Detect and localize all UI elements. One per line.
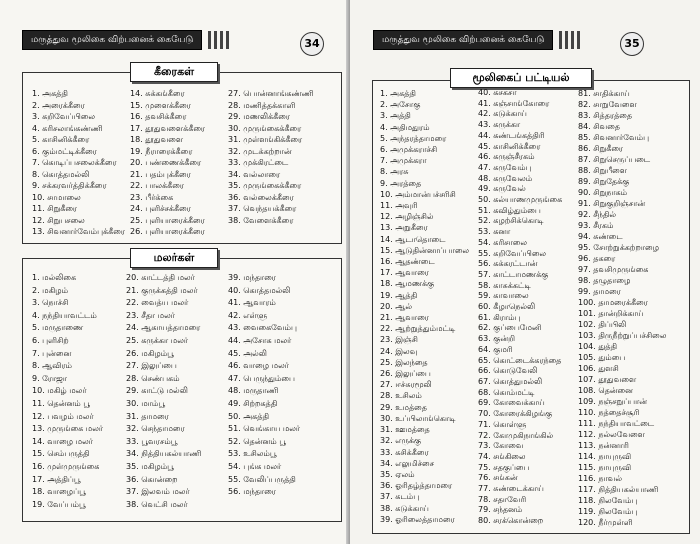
list-item: 58. காசுக்கட்டி — [478, 280, 531, 290]
list-item: 24. ஆகாயத்தாமரை — [126, 323, 201, 333]
left-header-title: மருத்துவ மூலிகை விற்பனைக் கையேடு — [22, 30, 202, 50]
list-item: 15. முளைக்கீரை — [130, 100, 191, 110]
list-item: 17. ஆவாரை — [380, 268, 429, 278]
list-item: 35. ஏலம் — [380, 469, 415, 479]
list-item: 46. கருஞ்சீரகம் — [478, 152, 535, 162]
list-item: 13. சிவனார்வேம்புக்கீரை — [32, 227, 125, 236]
list-item: 52. தென்னம் பூ — [228, 436, 286, 446]
list-item: 21. குருக்கத்தி மலர் — [126, 285, 198, 295]
list-item: 97. தவசிமுருங்கை — [578, 265, 649, 274]
list-item: 42. எள்ளு — [228, 310, 268, 320]
list-item: 100. தாமரைக்கீரை — [578, 298, 648, 307]
list-item: 41. ஆவாரம் — [228, 298, 276, 308]
list-item: 4. நந்தியாவட்டம் — [32, 310, 97, 320]
list-item: 18. வாழைப்பூ — [32, 487, 86, 497]
list-item: 29. காட்டு மல்லி — [126, 386, 188, 396]
list-item: 96. தகரை — [578, 254, 616, 263]
list-item: 26. புளியாரைக்கீரை — [130, 227, 205, 236]
list-item: 3. அத்தி — [380, 111, 411, 121]
list-item: 43. கருக்கா — [478, 120, 521, 130]
list-item: 113. நன்னாரி — [578, 441, 629, 450]
list-item: 92. சீந்தில் — [578, 210, 617, 219]
list-item: 4. கரிசலாங்கண்ணி — [32, 123, 103, 133]
list-item: 19. ஆத்தி — [380, 290, 418, 300]
list-item: 8. ஆவிரம் — [32, 361, 72, 371]
flowers-column-2 — [126, 272, 226, 511]
list-item: 15. செம்பருத்தி — [32, 449, 90, 459]
list-item: 3. நொச்சி — [32, 298, 69, 308]
list-item: 1. அகத்தி — [32, 89, 68, 98]
list-item: 112. நல்லவேளை — [578, 430, 645, 439]
list-item: 82. சாறுவேளை — [578, 100, 637, 109]
list-item: 59. காவாலை — [478, 291, 529, 301]
list-item: 16. ஆதண்டை — [380, 257, 435, 267]
list-item: 91. சிறுகுறிஞ்சான் — [578, 199, 646, 208]
list-item: 7. கொடிப்பசலைக்கீரை — [32, 158, 117, 167]
list-item: 2. மகிழம் — [32, 285, 69, 295]
list-item: 102. திப்பிலி — [578, 320, 627, 329]
list-item: 37. கடம்பு — [380, 492, 420, 502]
list-item: 106. துளசி — [578, 364, 619, 373]
list-item: 12. சிறுபசலை — [32, 215, 85, 225]
list-item: 46. வாழை மலர் — [228, 361, 289, 371]
list-item: 70. கோரைக்கிழங்கு — [478, 409, 553, 419]
list-item: 76. சங்கன் — [478, 473, 518, 483]
list-item: 50. கல்யாணமுருங்கை — [478, 195, 563, 205]
list-item: 51. வெங்காய மலர் — [228, 424, 301, 434]
list-item: 43. வைகைவேம்பு — [228, 323, 297, 333]
list-item: 11. அவுரி — [380, 201, 418, 211]
list-item: 23. இஞ்சி — [380, 335, 418, 345]
list-item: 84. சிவதை — [578, 122, 620, 131]
list-item: 29. மணலிக்கீரை — [228, 112, 290, 121]
list-item: 38. கடுக்காய் — [380, 503, 429, 513]
list-item: 39. மந்தாரை — [228, 273, 276, 282]
list-item: 55. வேலிப்பருத்தி — [228, 474, 296, 484]
list-item: 2. அசோகு — [380, 100, 421, 110]
list-item: 33. கசிக்கீரை — [380, 447, 429, 457]
list-item: 80. சரக்கொன்றை — [478, 516, 544, 526]
list-item: 60. கீழாநெல்லி — [478, 302, 536, 312]
list-item: 63. குன்றி — [478, 334, 515, 344]
list-item: 79. சந்தனம் — [478, 505, 523, 515]
list-item: 81. சாதிக்காய் — [578, 89, 630, 98]
list-item: 18. தூதுவளை — [130, 135, 184, 144]
list-item: 36. ஓரிதழ்த்தாமரை — [380, 481, 453, 491]
list-item: 39. ஓரிலைத்தாமரை — [380, 514, 455, 524]
list-item: 8. கொத்தமல்லி — [32, 169, 90, 179]
list-item: 86. சிறுகீரை — [578, 144, 624, 153]
list-item: 99. தாமரை — [578, 287, 621, 296]
list-item: 44. அசோக மலர் — [228, 335, 292, 345]
list-item: 103. திருநீற்றுப்பச்சிலை — [578, 331, 667, 340]
list-item: 85. சிவனார்வேம்பு — [578, 133, 650, 142]
list-item: 31. முள்ளங்கிக்கீரை — [228, 135, 303, 144]
list-item: 73. கோவை — [478, 441, 524, 451]
list-item: 32. செந்தாமரை — [126, 424, 185, 434]
list-item: 64. குமரி — [478, 344, 513, 354]
list-item: 30. மாம்பூ — [126, 398, 166, 408]
list-item: 20. பண்ணைக்கீரை — [130, 158, 202, 167]
list-item: 32. எருக்கு — [380, 436, 422, 446]
list-item: 38. வெட்சி மலர் — [126, 499, 188, 509]
list-item: 35. மகிழம்பூ — [126, 461, 174, 471]
list-item: 10. அம்மான்பச்சரிசி — [380, 189, 456, 199]
list-item: 6. கும்மட்டிக்கீரை — [32, 146, 97, 156]
list-item: 115. நாயுருவி — [578, 463, 632, 472]
list-item: 88. சிறுபீளை — [578, 166, 627, 175]
list-item: 61. கிராம்பு — [478, 312, 521, 322]
list-item: 11. சிறுகீரை — [32, 204, 78, 213]
list-item: 25. இலந்தை — [380, 357, 428, 367]
list-item: 30. முருங்கைக்கீரை — [228, 123, 302, 133]
list-item: 14. சுக்கங்கீரை — [130, 89, 185, 98]
list-item: 19. வேப்பம்பூ — [32, 499, 86, 509]
list-item: 114. நாயுருவி — [578, 452, 632, 461]
list-item: 117. நித்தியகல்யாணி — [578, 485, 659, 494]
list-item: 24. இலவு — [380, 346, 418, 356]
list-item: 29. உமத்தை — [380, 402, 427, 412]
list-item: 45. காசினிக்கீரை — [478, 141, 541, 151]
greens-column-3 — [228, 88, 336, 226]
list-item: 31. தாமரை — [126, 411, 169, 421]
list-item: 40. கொத்தமல்லி — [228, 285, 291, 295]
list-item: 68. கொம்மட்டி — [478, 387, 535, 397]
list-item: 45. அல்லி — [228, 348, 267, 358]
list-item: 47. பெருந்தும்பை — [228, 373, 295, 383]
list-item: 50. அகத்தி — [228, 411, 270, 421]
list-item: 19. நீராரைக்கீரை — [130, 146, 193, 156]
flowers-column-3 — [228, 272, 336, 499]
list-item: 75. சதகுப்பை — [478, 462, 530, 472]
list-item: 51. கவிழ்தும்பை — [478, 205, 541, 215]
list-item: 20. காட்டத்தி மலர் — [126, 273, 195, 282]
list-item: 48. மருதாணி — [228, 386, 279, 396]
herbs-column-2 — [478, 88, 576, 527]
flowers-column-1 — [32, 272, 124, 511]
list-item: 49. சிற்றகத்தி — [228, 398, 278, 408]
list-item: 5. மருதாணை — [32, 323, 84, 333]
list-item: 71. கொள்ளு — [478, 419, 527, 429]
right-header-title: மருத்துவ மூலிகை விற்பனைக் கையேடு — [373, 30, 553, 50]
herbs-section-title: மூலிகைப் பட்டியல் — [450, 68, 592, 88]
list-item: 6. அமுக்கராச்சி — [380, 145, 438, 155]
list-item: 105. தும்பை — [578, 353, 626, 362]
list-item: 15. ஆடுதின்னாப்பாலை — [380, 245, 470, 255]
list-item: 69. கோவைக்காய் — [478, 398, 545, 408]
list-item: 30. உப்பிலாங்கொடி — [380, 413, 456, 423]
list-item: 23. பீர்க்கை — [130, 192, 174, 202]
list-item: 48. கருவேலம் — [478, 173, 533, 183]
list-item: 16. தவசிக்கீரை — [130, 112, 187, 121]
list-item: 26. இலுப்பை — [380, 369, 431, 379]
list-item: 38. வேளைக்கீரை — [228, 215, 294, 225]
list-item: 54. கரிசாலை — [478, 237, 527, 247]
list-item: 28. செண்பகம் — [126, 373, 180, 383]
list-item: 1. அகத்தி — [380, 89, 416, 98]
herbs-column-1 — [380, 88, 476, 525]
list-item: 9. ரோஜா — [32, 373, 68, 383]
list-item: 16. முள்முருங்கை — [32, 461, 100, 471]
list-item: 33. பூவரசம்பூ — [126, 436, 178, 446]
list-item: 24. புளிச்சக்கீரை — [130, 204, 191, 213]
list-item: 34. எலுமிச்சை — [380, 458, 435, 468]
list-item: 1. மல்லிகை — [32, 273, 77, 282]
list-item: 52. கழற்சிக்கொடி — [478, 216, 544, 226]
list-item: 53. உசிலம்பூ — [228, 449, 277, 459]
list-item: 5. காசினிக்கீரை — [32, 135, 90, 144]
list-item: 26. மகிழம்பூ — [126, 348, 174, 358]
greens-column-2 — [130, 88, 226, 238]
list-item: 27. இலுப்பை — [126, 361, 177, 371]
list-item: 90. சிறுநாகம் — [578, 188, 628, 197]
list-item: 98. தழுதாழை — [578, 276, 631, 285]
list-item: 10. சாமாலை — [32, 192, 81, 202]
list-item: 65. கொட்டைக்கரந்தை — [478, 355, 562, 365]
list-item: 34. நித்தியகல்யாணி — [126, 449, 202, 459]
header-stripes-decoration — [208, 31, 232, 49]
list-item: 37. இலவம் மலர் — [126, 487, 190, 497]
list-item: 93. சீரகம் — [578, 221, 614, 230]
list-item: 74. சங்கிலை — [478, 451, 526, 461]
right-header — [373, 30, 583, 50]
list-item: 87. சிறுசெருப்படை — [578, 155, 651, 164]
list-item: 107. தூதுவளை — [578, 375, 637, 384]
list-item: 22. ஆற்றுத்தும்மட்டி — [380, 324, 456, 334]
list-item: 108. தென்னை — [578, 386, 633, 395]
list-item: 21. ஆவாரை — [380, 313, 429, 323]
list-item: 4. அதிமதுரம் — [380, 122, 430, 132]
left-header — [22, 30, 232, 50]
list-item: 25. கருக்கா மலர் — [126, 335, 189, 345]
list-item: 47. கருவேம்பு — [478, 162, 532, 172]
list-item: 101. தான்றிக்காய் — [578, 309, 644, 318]
list-item: 13. முருங்கை மலர் — [32, 424, 104, 434]
right-page-number: 35 — [620, 32, 644, 56]
list-item: 57. காட்டாமணக்கு — [478, 269, 549, 279]
list-item: 17. தூதுவளைக்கீரை — [130, 123, 206, 133]
list-item: 118. நிலவேம்பு — [578, 496, 638, 505]
list-item: 66. கொடுவேலி — [478, 366, 538, 376]
list-item: 10. மகிழ் மலர் — [32, 386, 87, 396]
list-item: 27. பொன்னாங்கண்ணி — [228, 89, 314, 98]
list-item: 42. கடுக்காய் — [478, 109, 527, 119]
greens-column-1 — [32, 88, 128, 238]
header-stripes-decoration — [559, 31, 583, 49]
list-item: 28. மணித்தக்காளி — [228, 100, 296, 110]
list-item: 95. சோற்றுக்கற்றாழை — [578, 243, 659, 252]
list-item: 5. அந்தரத்தாமரை — [380, 133, 447, 143]
list-item: 109. நஞ்சறுப்பான் — [578, 397, 648, 406]
list-item: 23. சீதா மலர் — [126, 310, 175, 320]
list-item: 32. முடக்கற்றான் — [228, 146, 292, 156]
list-item: 12. பவழம் மலர் — [32, 411, 94, 421]
list-item: 31. ஊமத்தை — [380, 425, 430, 435]
list-item: 6. புளிசிற் — [32, 335, 69, 345]
list-item: 40. கசகசா — [478, 88, 517, 97]
left-page-number: 34 — [300, 32, 324, 56]
list-item: 78. சதாவேரி — [478, 494, 527, 504]
list-item: 56. கக்கரட்டான் — [478, 259, 538, 269]
list-item: 111. நந்தியாவட்டை — [578, 419, 655, 428]
list-item: 94. சுண்டை — [578, 232, 623, 241]
list-item: 119. நிலவேம்பு — [578, 507, 638, 516]
list-item: 7. புன்னை — [32, 348, 72, 358]
list-item: 36. கொன்றை — [126, 474, 178, 484]
list-item: 49. கருவேல் — [478, 184, 526, 194]
list-item: 33. முக்கிரட்டை — [228, 158, 289, 167]
list-item: 104. துத்தி — [578, 342, 618, 351]
list-item: 13. அறுகீரை — [380, 223, 428, 233]
list-item: 41. கஞ்சாங்கோரை — [478, 98, 550, 108]
list-item: 20. ஆல் — [380, 301, 413, 311]
list-item: 18. ஆமணக்கு — [380, 279, 435, 289]
list-item: 2. அரைக்கீரை — [32, 100, 85, 110]
list-item: 17. அத்திப்பூ — [32, 474, 81, 484]
list-item: 89. சிறுதேக்கு — [578, 177, 630, 186]
list-item: 28. உசிலம் — [380, 391, 422, 401]
list-item: 35. முருங்கைக்கீரை — [228, 181, 302, 190]
list-item: 11. தென்னம் பூ — [32, 398, 90, 408]
list-item: 3. கறிவேப்பிலை — [32, 112, 95, 121]
herbs-column-3 — [578, 88, 686, 528]
list-item: 67. கொத்துமல்லி — [478, 376, 543, 386]
list-item: 34. வல்லாரை — [228, 169, 281, 179]
list-item: 55. கறிவேப்பிலை — [478, 248, 547, 258]
list-item: 9. சக்கரவர்த்திக்கீரை — [32, 181, 107, 190]
list-item: 7. அமுக்கரா — [380, 156, 427, 166]
list-item: 72. கோமுகிநாங்கில் — [478, 430, 554, 440]
list-item: 12. அழிஞ்சில் — [380, 212, 434, 222]
list-item: 56. மந்தாரை — [228, 487, 276, 497]
list-item: 54. புங்க மலர் — [228, 461, 282, 471]
list-item: 9. அரத்தை — [380, 178, 422, 188]
list-item: 22. வைத்ய மலர் — [126, 298, 189, 308]
list-item: 83. சித்தரத்தை — [578, 111, 633, 120]
list-item: 53. கனா — [478, 227, 511, 237]
list-item: 110. நத்தைச்சூரி — [578, 408, 640, 417]
greens-section-title: கீரைகள் — [130, 62, 218, 82]
list-item: 77. சுண்டைக்காய் — [478, 484, 544, 494]
list-item: 25. புளியாரைக்கீரை — [130, 215, 205, 225]
list-item: 21. பதம்புக்கீரை — [130, 169, 191, 179]
list-item: 37. வெந்தயக்கீரை — [228, 204, 297, 213]
list-item: 44. கண்டங்கத்திரி — [478, 130, 545, 140]
list-item: 14. ஆடாதொடை — [380, 234, 446, 244]
list-item: 14. வாழை மலர் — [32, 436, 93, 446]
list-item: 8. அரசு — [380, 167, 409, 177]
list-item: 36. வல்லைக்கீரை — [228, 192, 294, 202]
list-item: 22. பாலக்கீரை — [130, 181, 184, 190]
list-item: 116. நாவல் — [578, 474, 622, 483]
list-item: 27. ஈச்சுரமூலி — [380, 380, 432, 390]
list-item: 62. குப்பைமேனி — [478, 323, 542, 333]
flowers-section-title: மலர்கள் — [130, 248, 218, 268]
list-item: 120. நீர்முள்ளி — [578, 518, 633, 527]
